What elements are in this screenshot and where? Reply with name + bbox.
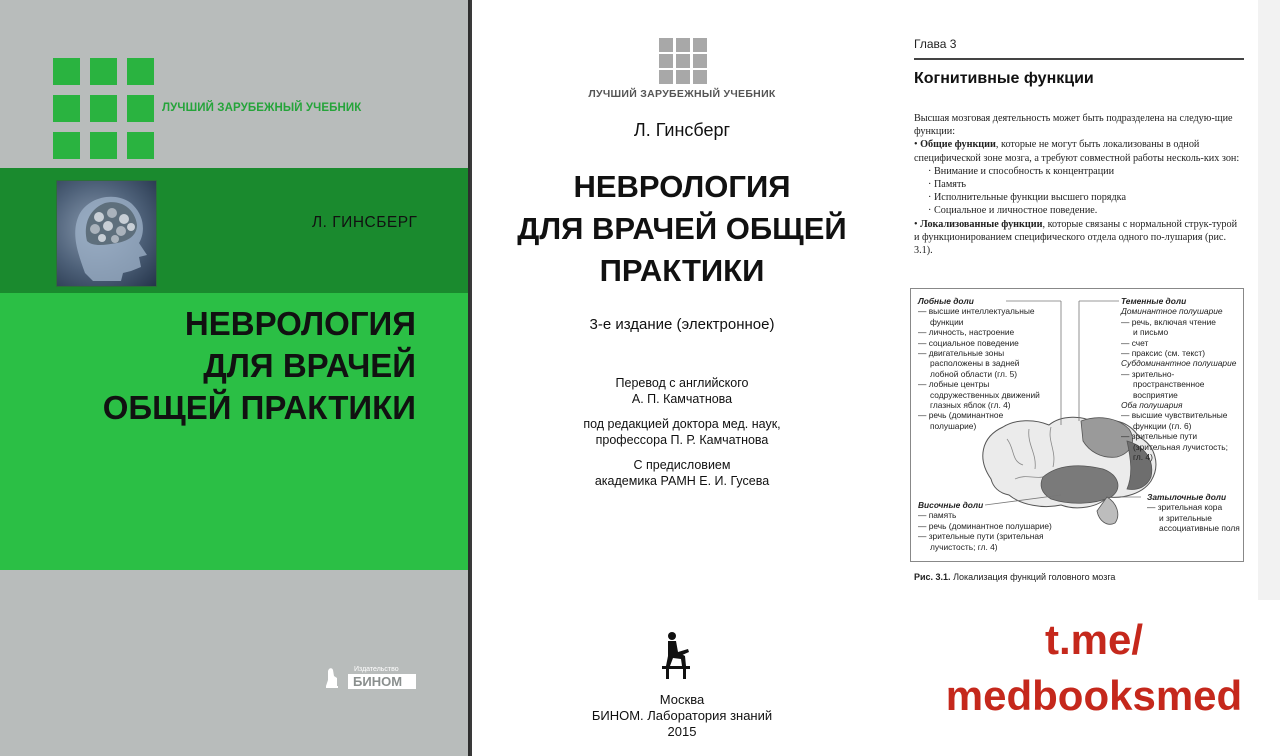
- brain-figure: [910, 288, 1244, 562]
- parietal-lobe-label: [1121, 296, 1236, 463]
- occipital-title: Затылочные доли: [1147, 492, 1227, 502]
- figure-line: Оба полушария: [1121, 400, 1183, 411]
- general-rest: , которые не могут быть локализованы в одной специфической зоне мозга, а требуют совместной работы несколь-ких зон:: [914, 139, 1240, 164]
- figure-line: лучистость; гл. 4): [930, 541, 998, 552]
- series-logo-square: [90, 132, 117, 159]
- series-logo-square: [659, 70, 673, 84]
- publisher-name: БИНОМ: [353, 674, 403, 689]
- credit-line: Перевод с английского: [615, 376, 749, 390]
- cover-series-label: ЛУЧШИЙ ЗАРУБЕЖНЫЙ УЧЕБНИК: [162, 102, 362, 114]
- sub-item: · Исполнительные функции высшего порядка: [928, 192, 1126, 204]
- cover-title: [103, 303, 416, 429]
- figure-line: пространственное: [1133, 379, 1205, 390]
- local-rest: , которые связаны с нормальной струк-турой и функционированием специфического отдела одного по-лушария (рис. 3.1).: [914, 218, 1238, 257]
- titlepage-title: [472, 166, 892, 292]
- cover-author: Л. ГИНСБЕРГ: [312, 214, 418, 231]
- page-edge-strip: [1258, 0, 1280, 600]
- figure-line: — речь, включая чтение: [1121, 316, 1216, 327]
- figure-line: полушарие): [930, 420, 977, 431]
- credit-line: под редакцией доктора мед. наук,: [583, 417, 781, 431]
- imprint-publisher: БИНОМ. Лаборатория знаний: [591, 708, 773, 723]
- bullet-general: • Общие функции, которые не могут быть локализованы в одной специфической зоне мозга, а требуют совместной работы несколь-ких зон:: [914, 139, 1240, 164]
- imprint: [472, 692, 892, 740]
- figure-line: — счет: [1121, 337, 1149, 348]
- head-illustration: [56, 180, 157, 287]
- figure-line: — праксис (см. текст): [1121, 348, 1206, 359]
- sub-item-text: Исполнительные функции высшего порядка: [933, 192, 1126, 204]
- body-text: [914, 112, 1244, 257]
- titlepage-title-line: ПРАКТИКИ: [599, 253, 765, 288]
- text-page: [908, 0, 1280, 756]
- figure-line: — речь (доминантное полушарие): [918, 520, 1052, 531]
- figure-line: — личность, настроение: [918, 327, 1015, 338]
- figure-line: и письмо: [1133, 327, 1169, 338]
- imprint-year: 2015: [667, 724, 697, 739]
- figure-caption: [914, 572, 1115, 582]
- figure-line: — высшие чувствительные: [1121, 410, 1228, 421]
- figure-line: — память: [918, 510, 957, 521]
- cover-title-line: ДЛЯ ВРАЧЕЙ: [203, 347, 416, 384]
- bullet-local: • Локализованные функции, которые связаны с нормальной струк-турой и функционированием специфического отдела одного по-лушария (рис. 3.1).: [914, 218, 1238, 257]
- frontal-title: Лобные доли: [918, 296, 974, 306]
- series-logo-square: [53, 132, 80, 159]
- sub-item: · Социальное и личностное поведение.: [928, 205, 1098, 217]
- sub-item-text: Социальное и личностное поведение.: [933, 205, 1098, 217]
- credit-line: профессора П. Р. Камчатнова: [595, 432, 769, 447]
- figure-line: содружественных движений: [930, 389, 1040, 400]
- local-bold: Локализованные функции: [920, 218, 1043, 230]
- sub-item: · Внимание и способность к концентрации: [928, 165, 1115, 177]
- series-logo-square: [127, 58, 154, 85]
- figure-line: — речь (доминантное: [918, 410, 1004, 421]
- parietal-title: Теменные доли: [1121, 296, 1187, 306]
- figure-line: функции: [930, 316, 964, 327]
- cover-title-line: ОБЩЕЙ ПРАКТИКИ: [102, 389, 416, 426]
- figure-line: — высшие интеллектуальные: [918, 306, 1035, 317]
- figure-line: лобной области (гл. 5): [930, 368, 1018, 379]
- edition-note: 3-е издание (электронное): [589, 316, 775, 333]
- sub-item: · Память: [928, 179, 967, 191]
- channel-link-line2[interactable]: medbooksmed: [945, 672, 1243, 719]
- series-logo-square: [659, 54, 673, 68]
- imprint-city: Москва: [659, 692, 705, 707]
- credits-block: [472, 376, 892, 489]
- publisher-logo: [658, 630, 694, 680]
- series-logo-square: [676, 38, 690, 52]
- frontal-lobe-label: [918, 296, 1040, 431]
- temporal-title: Височные доли: [918, 500, 984, 510]
- credit-line: А. П. Камчатнова: [631, 391, 733, 406]
- title-page: [472, 0, 908, 756]
- figure-line: — зрительная кора: [1147, 502, 1223, 513]
- series-logo-square: [53, 58, 80, 85]
- chapter-rule: [914, 58, 1244, 60]
- figure-line: гл. 4): [1133, 452, 1153, 463]
- credit-line: академика РАМН Е. И. Гусева: [594, 473, 770, 488]
- series-logo-square: [693, 70, 707, 84]
- general-bold: Общие функции: [920, 139, 996, 151]
- figure-line: — зрительные пути: [1121, 431, 1198, 442]
- figure-line: — зрительно-: [1121, 368, 1175, 379]
- figure-line: ассоциативные поля: [1159, 523, 1240, 534]
- figure-line: расположены в задней: [930, 358, 1020, 369]
- publisher-small-label: Издательство: [354, 666, 399, 673]
- series-logo-square: [659, 38, 673, 52]
- figure-line: — лобные центры: [918, 379, 990, 390]
- sub-item-text: Память: [933, 179, 967, 191]
- figure-line: — двигательные зоны: [918, 348, 1005, 359]
- figure-line: — социальное поведение: [918, 337, 1019, 348]
- series-logo-square: [127, 132, 154, 159]
- series-logo-square: [676, 70, 690, 84]
- credit-line: С предисловием: [633, 458, 731, 472]
- series-logo-square: [90, 58, 117, 85]
- channel-link-line1[interactable]: t.me/: [1044, 616, 1144, 663]
- figure-line: Субдоминантное полушарие: [1121, 358, 1237, 369]
- series-logo-square: [693, 54, 707, 68]
- series-logo-square: [127, 95, 154, 122]
- temporal-lobe-label: [918, 500, 1052, 552]
- series-logo-square: [693, 38, 707, 52]
- figure-line: Доминантное полушарие: [1121, 306, 1223, 317]
- sub-item-text: Внимание и способность к концентрации: [933, 165, 1115, 177]
- titlepage-series-label: ЛУЧШИЙ ЗАРУБЕЖНЫЙ УЧЕБНИК: [588, 88, 776, 100]
- titlepage-title-line: ДЛЯ ВРАЧЕЙ ОБЩЕЙ: [517, 211, 847, 246]
- figure-line: восприятие: [1133, 389, 1178, 400]
- titlepage-author: Л. Гинсберг: [633, 120, 731, 140]
- figure-line: и зрительные: [1159, 512, 1212, 523]
- chapter-heading: Когнитивные функции: [914, 70, 1094, 87]
- series-logo-square: [53, 95, 80, 122]
- publisher-logo: [322, 662, 422, 692]
- titlepage-title-line: НЕВРОЛОГИЯ: [573, 169, 791, 204]
- intro-paragraph: Высшая мозговая деятельность может быть подразделена на следую-щие функции:: [914, 113, 1233, 138]
- figure-line: функции (гл. 6): [1133, 420, 1192, 431]
- chapter-label: Глава 3: [914, 37, 957, 51]
- figure-line: — зрительные пути (зрительная: [918, 531, 1044, 542]
- caption-text: Локализация функций головного мозга: [950, 572, 1116, 582]
- series-logo-square: [90, 95, 117, 122]
- figure-line: (зрительная лучистость;: [1133, 441, 1228, 452]
- book-cover: [0, 0, 470, 756]
- cover-title-line: НЕВРОЛОГИЯ: [184, 305, 416, 342]
- series-logo-square: [676, 54, 690, 68]
- occipital-lobe-label: [1147, 492, 1240, 534]
- caption-label: Рис. 3.1.: [914, 572, 951, 582]
- figure-line: глазных яблок (гл. 4): [930, 400, 1011, 411]
